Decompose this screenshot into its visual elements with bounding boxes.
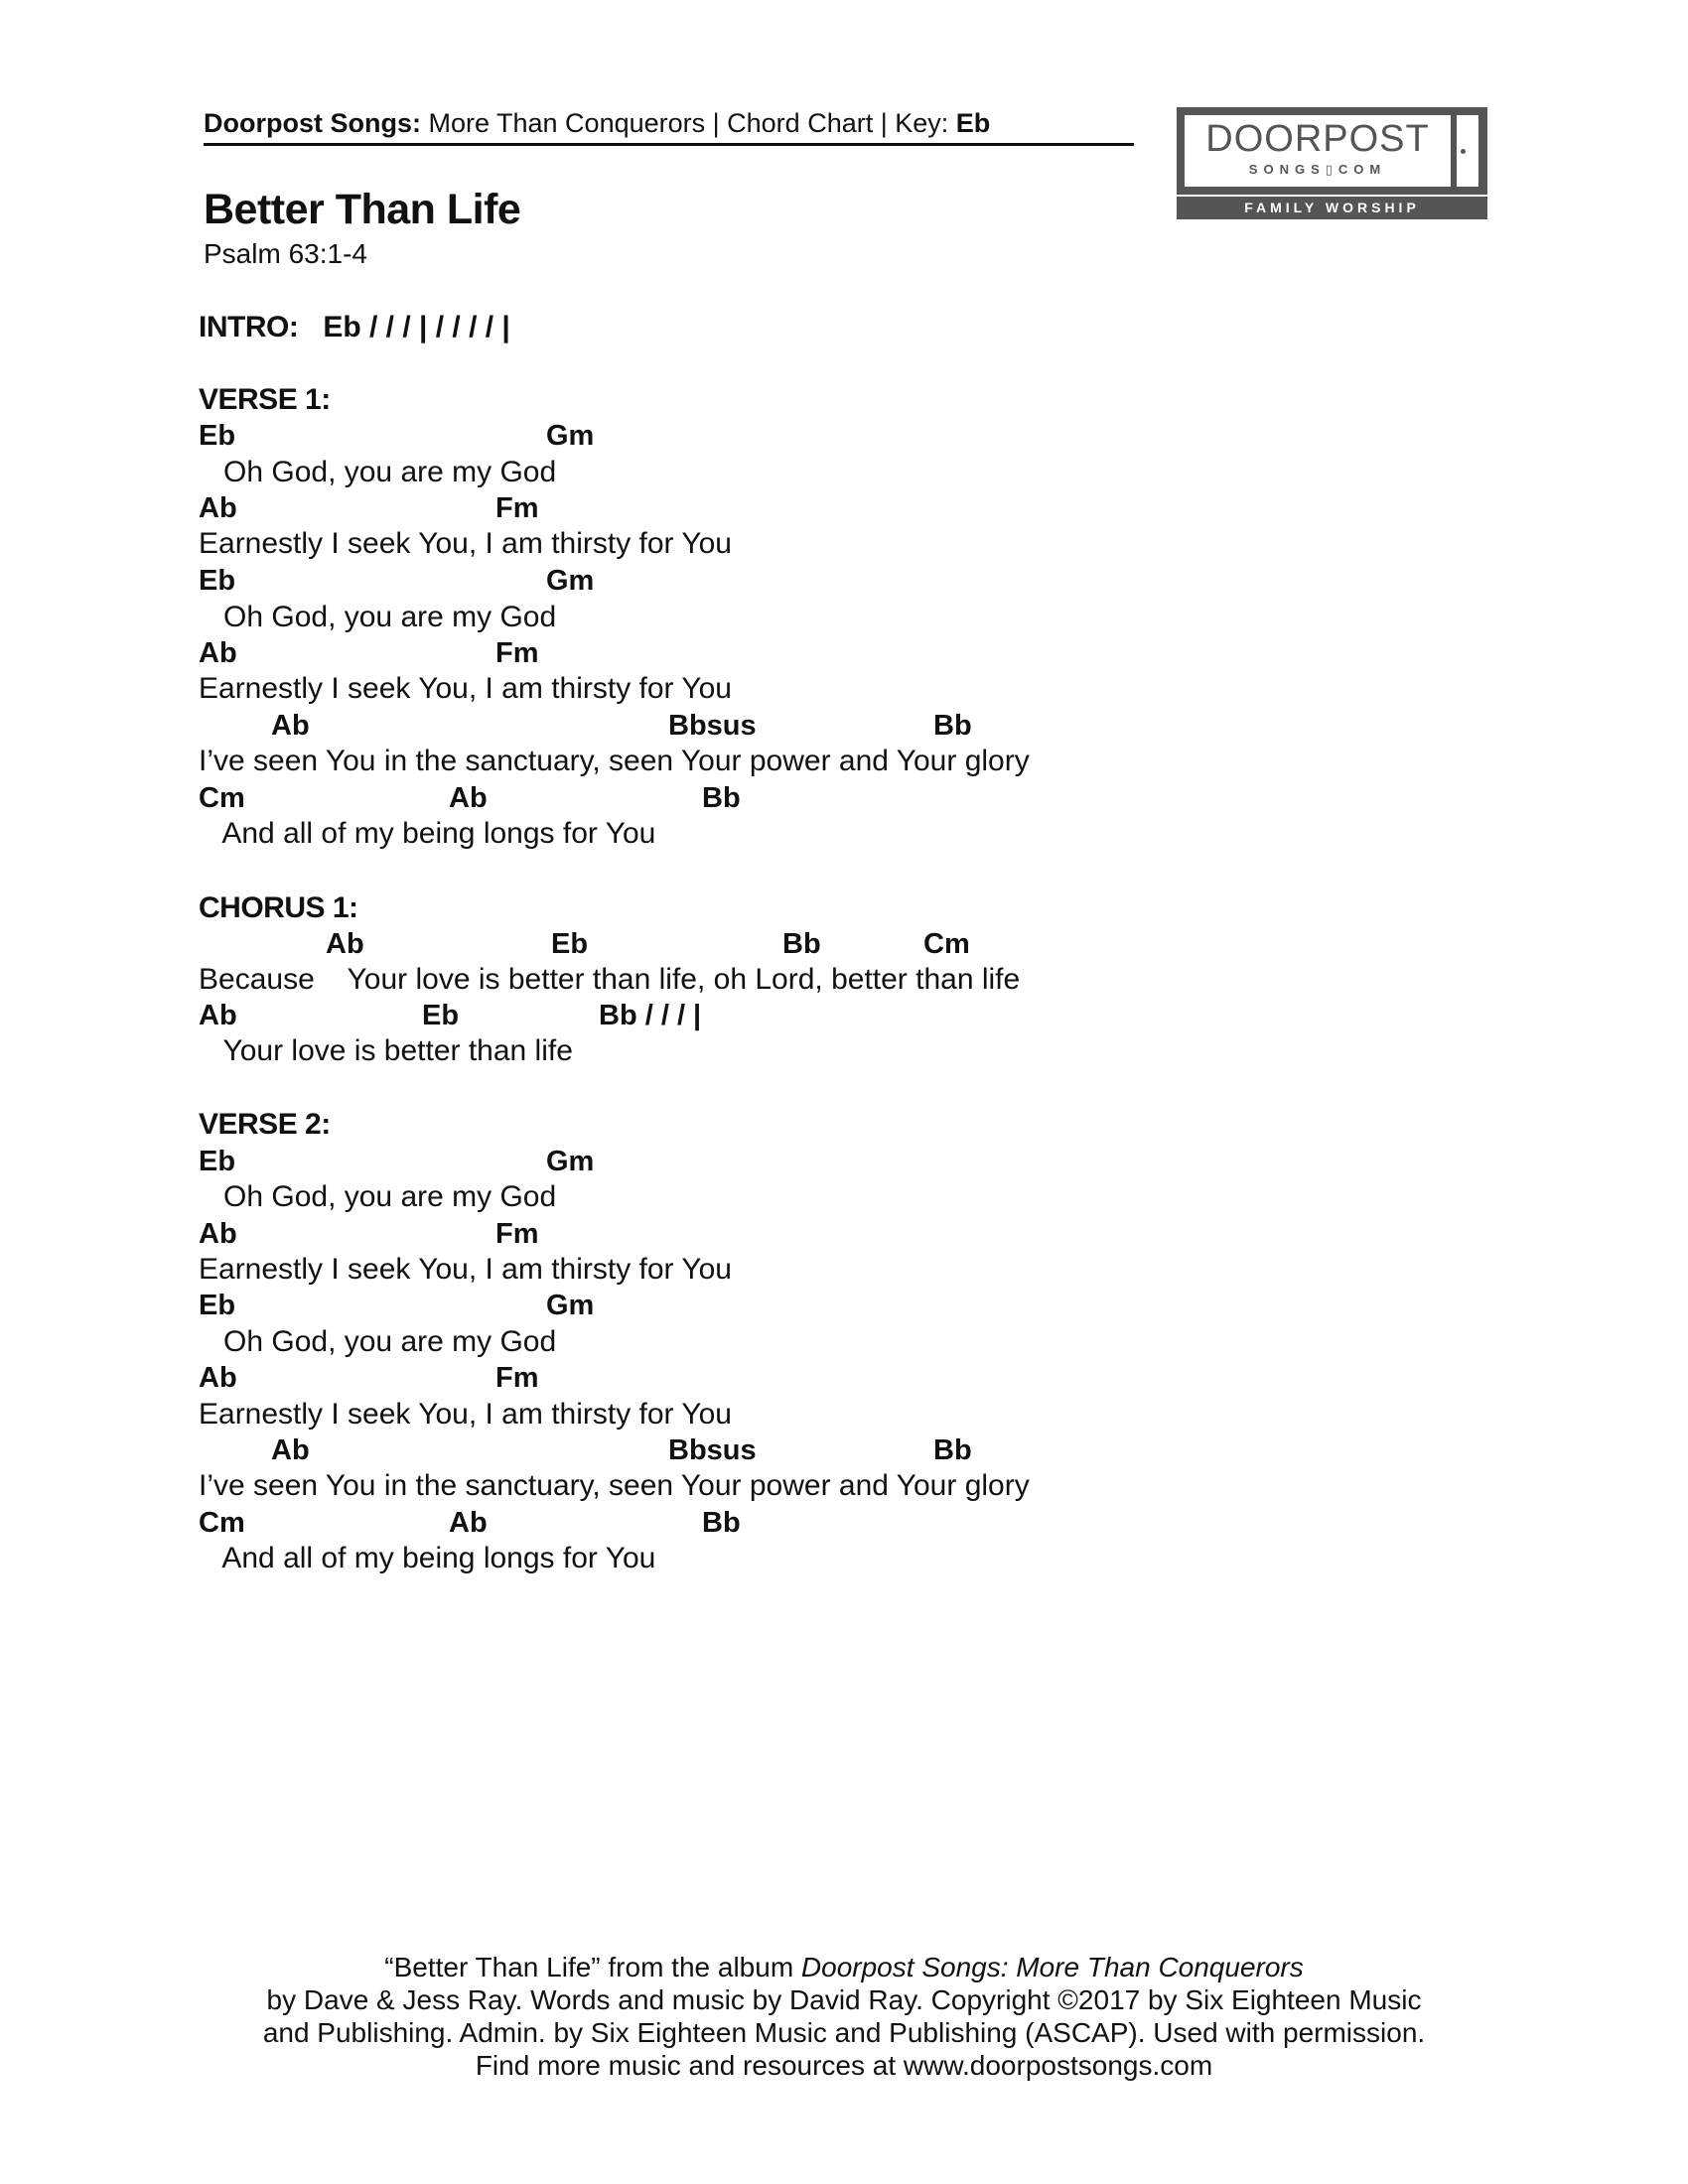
logo-inner [1185,115,1451,187]
chord-line [199,998,1291,1033]
chord: Bb [782,928,821,960]
chord-line [199,635,1291,671]
header-key: Eb [955,108,991,138]
footer-admin-line: and Publishing. Admin. by Six Eighteen Music and Publishing (ASCAP). Used with permission. [262,2017,1426,2048]
lyric-line: Oh God, you are my God [199,1325,557,1358]
chord: Ab [449,782,488,814]
chord-line [199,780,1291,816]
lyric-line: Because Your love is better than life, oh Lord, better than life [199,963,1021,996]
chord: Fm [495,1218,539,1250]
chord: Bb [702,782,741,814]
header-brand: Doorpost Songs: [204,108,421,138]
chord: Eb [199,1290,236,1321]
verse2-label: VERSE 2: [199,1108,331,1141]
logo-band: FAMILY WORSHIP [1177,197,1487,219]
lyric-line: Earnestly I seek You, I am thirsty for You [199,672,732,705]
doorpost-logo [1177,107,1487,219]
lyric-line: Your love is better than life [199,1034,573,1067]
chord-line [199,418,1291,454]
intro-line [199,310,510,345]
header-info: More Than Conquerors | Chord Chart | Key: [420,108,956,138]
chord: Ab [199,492,237,524]
chord: Eb [551,928,589,960]
lyric-line: Earnestly I seek You, I am thirsty for You [199,1398,732,1431]
chord: Ab [271,1434,310,1466]
chord: Gm [546,1290,595,1321]
door-icon [1457,115,1478,187]
chord: Ab [199,637,237,669]
footer-copyright-line: by Dave & Jess Ray. Words and music by David Ray. Copyright ©2017 by Six Eighteen Music [266,1984,1422,2015]
chord-line [199,1216,1291,1252]
chord-line [199,708,1291,744]
logo-wordmark: DOORPOST [1205,118,1430,160]
scripture-reference: Psalm 63:1-4 [204,238,367,269]
lyric-line: Oh God, you are my God [199,601,557,633]
song-title: Better Than Life [204,186,521,233]
chord: Ab [199,1362,237,1394]
chord: Cm [199,782,245,814]
lyric-line: I’ve seen You in the sanctuary, seen Your power and Your glory [199,745,1030,777]
logo-frame [1177,107,1487,195]
lyric-line: Earnestly I seek You, I am thirsty for You [199,527,732,560]
intro-label: INTRO: [199,311,299,343]
intro-chords: Eb / / / | / / / / | [323,311,510,343]
door-knob-icon [1461,149,1466,154]
chord: Eb [199,420,236,452]
chord-line [199,1505,1291,1541]
chord: Bb / / / | [599,1000,702,1031]
chord: Bb [933,1434,972,1466]
chord: Ab [199,1218,237,1250]
chord-line [199,490,1291,526]
chord: Eb [422,1000,460,1031]
chord: Ab [326,928,364,960]
chord: Fm [495,637,539,669]
lyric-line: And all of my being longs for You [199,817,656,850]
chord-line [199,1288,1291,1323]
chord: Ab [199,1000,237,1031]
footer-song-ref: “Better Than Life” from the album [384,1952,801,1982]
chord: Fm [495,1362,539,1394]
chord: Ab [271,710,310,742]
document-header [204,103,1134,146]
chord: Ab [449,1507,488,1539]
chord: Bbsus [668,1434,757,1466]
chord: Eb [199,565,236,597]
chord: Cm [923,928,970,960]
chord: Gm [546,565,595,597]
lyric-line: Oh God, you are my God [199,1180,557,1213]
chord-line [199,1360,1291,1396]
footer-credit-line [149,1951,1539,1983]
lyric-line: Earnestly I seek You, I am thirsty for You [199,1253,732,1286]
lyric-line: Oh God, you are my God [199,456,557,488]
verse1-label: VERSE 1: [199,383,331,416]
chord: Fm [495,492,539,524]
chord: Cm [199,1507,245,1539]
chord-line [199,1433,1291,1468]
chord-line [199,926,1291,962]
chorus1-label: CHORUS 1: [199,891,358,924]
chord: Bb [702,1507,741,1539]
chord: Eb [199,1146,236,1177]
lyric-line: And all of my being longs for You [199,1542,656,1574]
chord-line [199,563,1291,599]
chord: Gm [546,1146,595,1177]
chord: Bbsus [668,710,757,742]
chord: Gm [546,420,595,452]
logo-subtext: SONGS▯COM [1248,162,1387,177]
chord-line [199,1144,1291,1179]
footer-website-line: Find more music and resources at www.doorpostsongs.com [475,2050,1213,2081]
lyric-line: I’ve seen You in the sanctuary, seen Your power and Your glory [199,1469,1030,1502]
chord: Bb [933,710,972,742]
footer-album-title: Doorpost Songs: More Than Conquerors [800,1952,1304,1982]
